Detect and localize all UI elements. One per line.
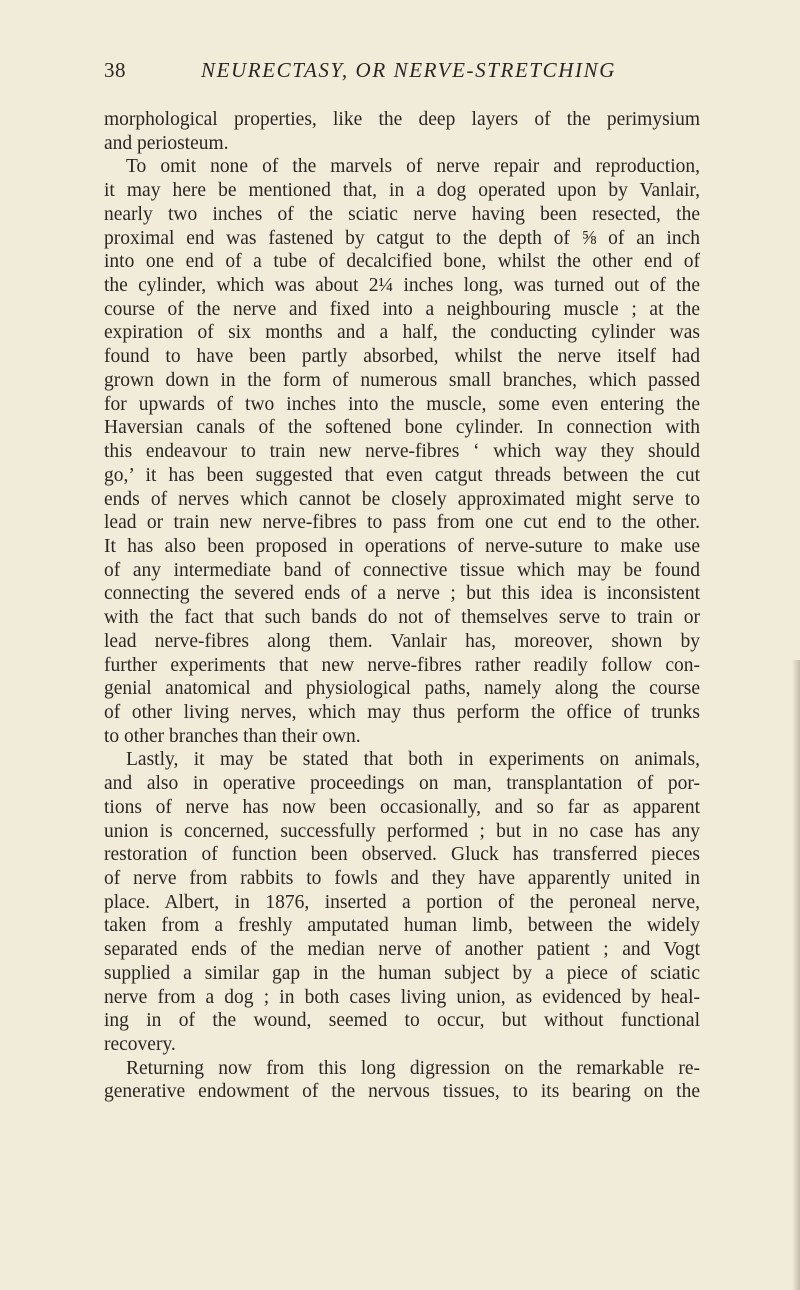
text-line: further experiments that new nerve-fibres rather readily follow con- <box>104 654 700 676</box>
text-line: the cylinder, which was about 2¼ inches long, was turned out of the <box>104 275 700 297</box>
text-line: and periosteum. <box>104 132 229 154</box>
text-line: nerve from a dog ; in both cases living union, as evidenced by heal- <box>104 986 700 1008</box>
text-line: lead or train new nerve-fibres to pass from one cut end to the other. <box>104 512 700 534</box>
text-line: proximal end was fastened by catgut to the depth of ⅝ of an inch <box>104 227 700 249</box>
text-line: supplied a similar gap in the human subject by a piece of sciatic <box>104 962 700 984</box>
page-header <box>104 58 704 90</box>
text-line: this endeavour to train new nerve-fibres ‘ which way they should <box>104 441 700 463</box>
text-line: and also in operative proceedings on man, transplantation of por- <box>104 773 700 795</box>
text-line: Haversian canals of the softened bone cylinder. In connection with <box>104 417 700 439</box>
running-title: NEURECTASY, OR NERVE-STRETCHING <box>201 58 616 82</box>
text-line: grown down in the form of numerous small branches, which passed <box>104 369 700 391</box>
text-line: ends of nerves which cannot be closely approximated might serve to <box>104 488 700 510</box>
text-line: to other branches than their own. <box>104 725 361 747</box>
text-line: tions of nerve has now been occasionally, and so far as apparent <box>104 796 700 818</box>
text-line: recovery. <box>104 1034 176 1056</box>
text-line: of nerve from rabbits to fowls and they have apparently united in <box>104 868 700 889</box>
text-line: into one end of a tube of decalcified bone, whilst the other end of <box>104 251 700 273</box>
text-line: place. Albert, in 1876, inserted a portion of the peroneal nerve, <box>104 891 700 913</box>
text-line: Returning now from this long digression on the remarkable re- <box>126 1057 700 1079</box>
text-line: found to have been partly absorbed, whilst the nerve itself had <box>104 346 700 368</box>
text-line: To omit none of the marvels of nerve repair and reproduction, <box>126 156 700 178</box>
text-line: ing in of the wound, seemed to occur, but without functional <box>104 1010 700 1032</box>
text-line: It has also been proposed in operations of nerve-suture to make use <box>104 535 700 557</box>
text-line: generative endowment of the nervous tissues, to its bearing on the <box>104 1081 700 1103</box>
text-line: genial anatomical and physiological paths, namely along the course <box>104 678 700 700</box>
text-line: expiration of six months and a half, the conducting cylinder was <box>104 322 700 344</box>
text-line: of other living nerves, which may thus perform the office of trunks <box>104 701 700 723</box>
text-line: connecting the severed ends of a nerve ; but this idea is inconsistent <box>104 583 700 605</box>
page-edge-shadow <box>792 660 800 1290</box>
page-body <box>104 108 700 1104</box>
text-line: nearly two inches of the sciatic nerve having been resected, the <box>104 203 700 225</box>
text-line: for upwards of two inches into the muscle, some even entering the <box>104 393 700 415</box>
page-number: 38 <box>104 58 126 82</box>
text-line: course of the nerve and fixed into a neighbouring muscle ; at the <box>104 298 700 320</box>
text-line: union is concerned, successfully performed ; but in no case has any <box>104 820 700 842</box>
text-line: morphological properties, like the deep layers of the perimysium <box>104 109 700 130</box>
text-line: lead nerve-fibres along them. Vanlair has, moreover, shown by <box>104 630 700 652</box>
text-line: Lastly, it may be stated that both in experiments on animals, <box>126 749 700 771</box>
text-line: go,’ it has been suggested that even catgut threads between the cut <box>104 464 700 486</box>
text-line: restoration of function been observed. Gluck has transferred pieces <box>104 844 700 866</box>
text-line: with the fact that such bands do not of themselves serve to train or <box>104 607 700 629</box>
text-line: separated ends of the median nerve of another patient ; and Vogt <box>104 939 700 961</box>
text-line: of any intermediate band of connective tissue which may be found <box>104 559 700 581</box>
text-line: it may here be mentioned that, in a dog operated upon by Vanlair, <box>104 180 700 202</box>
text-line: taken from a freshly amputated human limb, between the widely <box>104 915 700 937</box>
